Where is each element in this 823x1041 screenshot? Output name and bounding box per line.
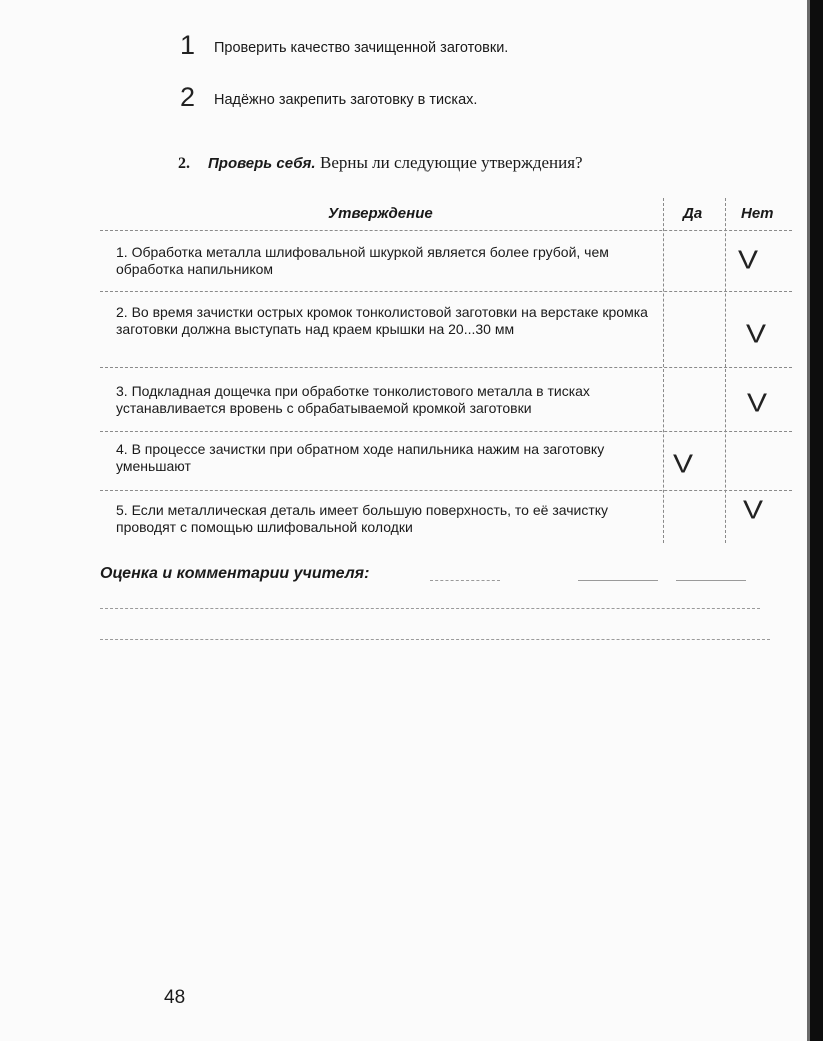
task-question: Верны ли следующие утверждения? xyxy=(320,153,583,172)
task-heading xyxy=(178,153,583,173)
step-2-number: 2 xyxy=(180,82,196,112)
answer-3-no: V xyxy=(747,389,768,418)
header-no: Нет xyxy=(741,205,774,222)
step-2-text: Надёжно закрепить заготовку в тисках. xyxy=(214,92,478,108)
statement-2: 2. Во время зачистки острых кромок тонколистовой заготовки на верстаке кромка заготовки должна выступать над краем крышки на 20...30 мм xyxy=(116,304,648,337)
writing-line xyxy=(100,608,760,609)
row-divider xyxy=(100,490,792,491)
statement-3: 3. Подкладная дощечка при обработке тонколистового металла в тисках устанавливается вровень с обрабатываемой кромкой заготовки xyxy=(116,383,590,416)
column-divider xyxy=(663,198,664,543)
teacher-comment-label: Оценка и комментарии учителя: xyxy=(100,565,370,582)
header-statement: Утверждение xyxy=(328,205,433,222)
row-divider xyxy=(100,291,792,292)
row-divider xyxy=(100,367,792,368)
step-1-text: Проверить качество зачищенной заготовки. xyxy=(214,40,509,56)
statement-5: 5. Если металлическая деталь имеет большую поверхность, то её зачистку проводят с помощью шлифовальной колодки xyxy=(116,502,609,535)
row-divider xyxy=(100,230,792,231)
answer-1-no: V xyxy=(738,246,759,275)
task-bold: Проверь себя. xyxy=(208,155,316,172)
column-divider xyxy=(725,198,726,543)
row-divider xyxy=(100,431,792,432)
answer-5-no: V xyxy=(743,496,764,525)
writing-line xyxy=(100,639,770,640)
statement-1: 1. Обработка металла шлифовальной шкуркой является более грубой, чем обработка напильником xyxy=(116,244,609,277)
scan-edge xyxy=(810,0,823,1041)
statement-4: 4. В процессе зачистки при обратном ходе напильника нажим на заготовку уменьшают xyxy=(116,441,605,474)
writing-line xyxy=(676,580,746,581)
step-1-number: 1 xyxy=(180,30,196,60)
page-number: 48 xyxy=(164,987,186,1008)
answer-4-yes: V xyxy=(673,450,694,479)
header-yes: Да xyxy=(683,205,703,222)
writing-line xyxy=(578,580,658,581)
answer-2-no: V xyxy=(746,320,767,349)
task-number: 2. xyxy=(178,155,190,172)
writing-line xyxy=(430,580,500,581)
